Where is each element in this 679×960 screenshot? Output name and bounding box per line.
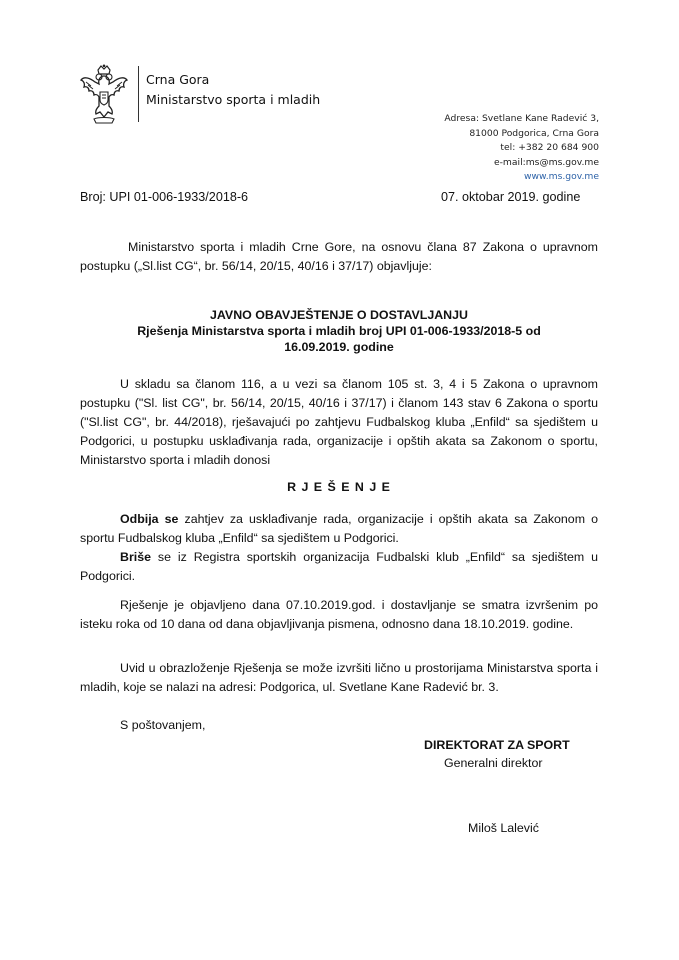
decision-heading: R J E Š E N J E (287, 480, 391, 494)
preamble-paragraph: U skladu sa članom 116, a u vezi sa članom 105 st. 3, 4 i 5 Zakona o upravnom postupku ("Sl. list CG", br. 56/14, 20/15, 40/16 i 37/17) i članom 143 stav 6 Zakona o sportu ("Sl.list CG", br. 44/2018), rješavajući po zahtjevu Fudbalskog kluba „Enfild“ sa sjedištem u Podgorici, u postupku usklađivanja rada, organizacije i opštih akata sa Zakonom o sportu, Ministarstvo sporta i mladih donosi (80, 377, 598, 467)
publication-paragraph: Rješenje je objavljeno dana 07.10.2019.god. i dostavljanje se smatra izvršenim po isteku roka od 10 dana od dana objavljivanja pismena, odnosno dana 18.10.2019. godine. (80, 598, 598, 631)
signature-name: Miloš Lalević (468, 821, 539, 835)
signature-role: Generalni direktor (444, 756, 543, 770)
reference-date: 07. oktobar 2019. godine (441, 190, 581, 204)
address-block (444, 112, 599, 185)
montenegro-coat-of-arms-icon (78, 64, 130, 126)
address-website[interactable]: www.ms.gov.me (524, 171, 599, 183)
header-divider (138, 66, 139, 122)
decision-item-delete (80, 548, 598, 586)
decision-item-delete-text: se iz Registra sportskih organizacija Fudbalski klub „Enfild“ sa sjedištem u Podgorici. (80, 550, 598, 583)
address-email[interactable]: e-mail:ms@ms.gov.me (493, 156, 599, 168)
address-line-1: Adresa: Svetlane Kane Radević 3, (444, 113, 599, 124)
document-title (80, 307, 598, 355)
closing-greeting: S poštovanjem, (120, 718, 206, 732)
inspection-paragraph: Uvid u obrazloženje Rješenja se može izvršiti lično u prostorijama Ministarstva sporta i mladih, koje se nalazi na adresi: Podgorica, ul. Svetlane Kane Radević br. 3. (80, 661, 598, 694)
address-line-2: 81000 Podgorica, Crna Gora (469, 127, 599, 139)
decision-item-reject (80, 510, 598, 548)
title-line-2: Rješenja Ministarstva sporta i mladih broj UPI 01-006-1933/2018-5 od (137, 324, 541, 338)
decision-item-reject-bold: Odbija se (120, 512, 179, 526)
reference-number: Broj: UPI 01-006-1933/2018-6 (80, 190, 249, 204)
ministry-name: Ministarstvo sporta i mladih (146, 92, 321, 107)
title-line-3: 16.09.2019. godine (284, 340, 394, 354)
intro-paragraph: Ministarstvo sporta i mladih Crne Gore, na osnovu člana 87 Zakona o upravnom postupku („Sl.list CG“, br. 56/14, 20/15, 40/16 i 37/17) objavljuje: (80, 240, 598, 273)
title-line-1: JAVNO OBAVJEŠTENJE O DOSTAVLJANJU (210, 308, 468, 322)
decision-item-reject-text: zahtjev za usklađivanje rada, organizacije i opštih akata sa Zakonom o sportu Fudbalskog kluba „Enfild“ sa sjedištem u Podgorici. (80, 512, 598, 545)
decision-item-delete-bold: Briše (120, 550, 151, 564)
address-phone: tel: +382 20 684 900 (500, 142, 599, 154)
signature-department: DIREKTORAT ZA SPORT (424, 738, 570, 752)
country-name: Crna Gora (146, 72, 210, 87)
